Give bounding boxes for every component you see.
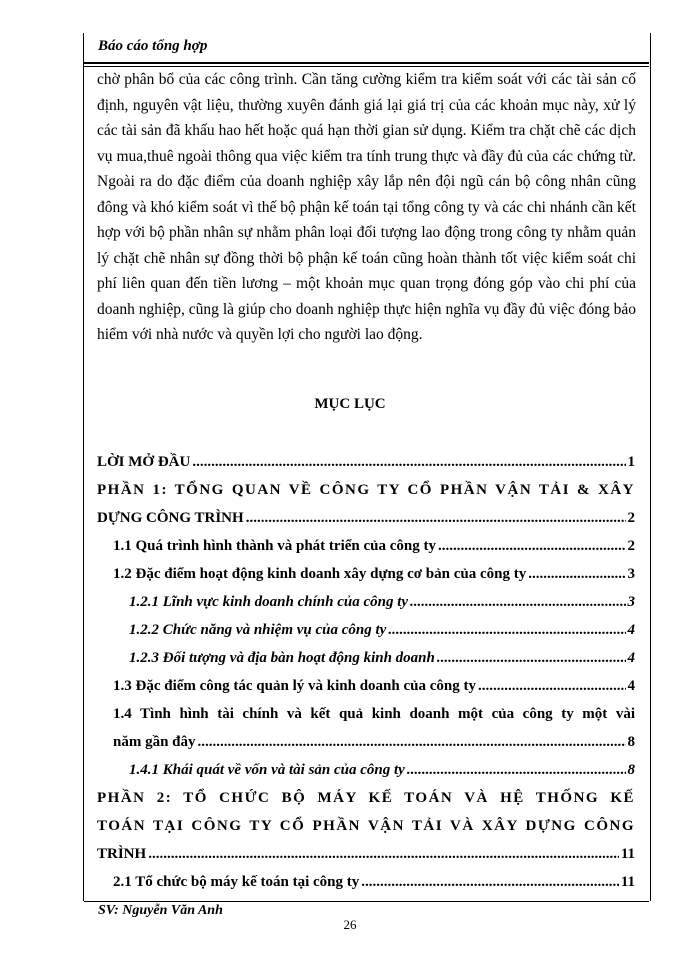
toc-entry-1-1[interactable]: 1.1 Quá trình hình thành và phát triển của công ty ..... 2 xyxy=(97,532,635,560)
toc-entry-1-3[interactable]: 1.3 Đặc điểm công tác quản lý và kinh doanh của công ty ..... 4 xyxy=(97,672,635,700)
toc-entry-1-2[interactable]: 1.2 Đặc điểm hoạt động kinh doanh xây dựng cơ bản của công ty ..... 3 xyxy=(97,560,635,588)
header-rule xyxy=(84,62,649,64)
body-paragraph: chờ phân bổ của các công trình. Cần tăng cường kiểm tra kiểm soát với các tài sản cố định, nguyên vật liệu, thường xuyên đánh giá lại giá trị của các khoản mục này, xử lý các tài sản đã khấu hao hết hoặc quá hạn thời gian sử dụng. Kiểm tra chặt chẽ các dịch vụ mua,thuê ngoài thông qua việc kiểm tra tính trung thực và đầy đủ của các chứng từ. Ngoài ra do đặc điểm của doanh nghiệp xây lắp nên đội ngũ cán bộ công nhân cũng đông và khó kiểm soát vì thế bộ phận kế toán tại tổng công ty và các chi nhánh cần kết hợp với bộ phần nhân sự nhằm phân loại đối tượng lao động trong công ty nhằm quản lý chặt chẽ nhân sự đồng thời bộ phận kế toán cũng hoàn thành tốt việc kiểm soát chi phí liên quan đến tiền lương – một khoản mục quan trọng đóng góp vào chi phí của doanh nghiệp, cũng là giúp cho doanh nghiệp thực hiện nghĩa vụ đầy đủ việc đóng bảo hiểm với nhà nước và quyền lợi cho người lao động. xyxy=(97,71,636,343)
toc-entry-1-2-3[interactable]: 1.2.3 Đối tượng và địa bàn hoạt động kinh doanh ..... 4 xyxy=(97,644,635,672)
toc-entry-1-2-2[interactable]: 1.2.2 Chức năng và nhiệm vụ của công ty ..... 4 xyxy=(97,616,635,644)
toc-entry-intro[interactable]: LỜI MỞ ĐẦU ..... 1 xyxy=(97,448,635,476)
toc-entry-1-4[interactable]: năm gần đây ..... 8 xyxy=(97,728,635,756)
table-of-contents xyxy=(97,448,635,896)
toc-entry-2-1[interactable]: 2.1 Tổ chức bộ máy kế toán tại công ty ..... 11 xyxy=(97,868,635,896)
toc-heading: MỤC LỤC xyxy=(314,396,386,412)
toc-entry-part1-line1[interactable]: PHẦN 1: TỔNG QUAN VỀ CÔNG TY CỔ PHẦN VẬN TẢI & XÂY xyxy=(97,482,635,498)
toc-entry-1-4-1[interactable]: 1.4.1 Khái quát về vốn và tài sản của công ty ..... 8 xyxy=(97,756,635,784)
toc-entry-part2-line1[interactable]: PHẦN 2: TỔ CHỨC BỘ MÁY KẾ TOÁN VÀ HỆ THỐNG KẾ xyxy=(97,790,635,806)
footer-rule xyxy=(84,901,649,902)
toc-entry-part2[interactable]: TRÌNH ..... 11 xyxy=(97,840,635,868)
footer-author: SV: Nguyễn Văn Anh xyxy=(98,903,223,918)
toc-entry-1-4-line1[interactable]: 1.4 Tình hình tài chính và kết quả kinh doanh một của công ty một vài xyxy=(113,706,635,722)
page-number: 26 xyxy=(343,917,357,932)
toc-entry-part1[interactable]: DỰNG CÔNG TRÌNH ..... 2 xyxy=(97,504,635,532)
page-header: Báo cáo tổng hợp xyxy=(98,38,208,54)
toc-entry-part2-line2[interactable]: TOÁN TẠI CÔNG TY CỔ PHẦN VẬN TẢI VÀ XÂY DỰNG CÔNG xyxy=(97,818,635,834)
toc-entry-1-2-1[interactable]: 1.2.1 Lĩnh vực kinh doanh chính của công ty ..... 3 xyxy=(97,588,635,616)
